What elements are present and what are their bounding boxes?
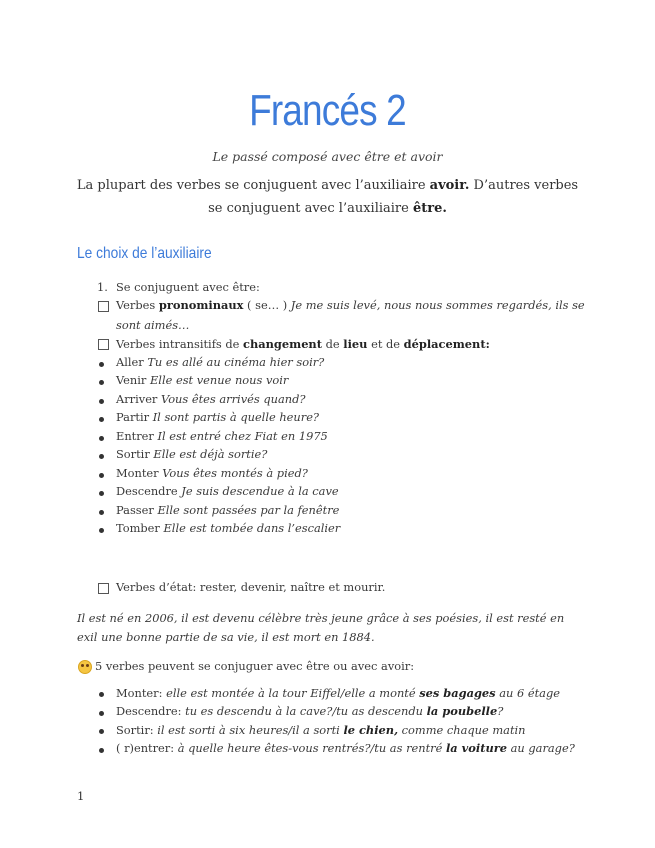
checkbox-verbes-etat[interactable]	[98, 583, 109, 594]
list-item: Sortir Elle est déjà sortie?	[116, 447, 268, 461]
checkbox-intransitifs-text: Verbes intransitifs de changement de lieu et de déplacement:	[116, 337, 490, 351]
list-item: Aller Tu es allé au cinéma hier soir?	[116, 355, 325, 369]
checkbox-verbes-etat-text: Verbes d’état: rester, devenir, naître et mourir.	[116, 580, 386, 594]
list-item: Descendre Je suis descendue à la cave	[116, 484, 339, 498]
checkbox-intransitifs[interactable]	[98, 339, 109, 350]
list-item: Descendre: tu es descendu à la cave?/tu as descendu la poubelle?	[116, 704, 504, 718]
bullet	[99, 510, 104, 515]
page-title: Francés 2	[249, 86, 406, 135]
intro-bold-avoir: avoir.	[429, 178, 470, 193]
checkbox-pronominaux-text: Verbes pronominaux ( se… ) Je me suis levé, nous nous sommes regardés, ils se	[116, 298, 585, 312]
double-aux-intro: 5 verbes peuvent se conjuguer avec être ou avec avoir:	[95, 659, 415, 673]
list-item: Partir Il sont partis à quelle heure?	[116, 410, 320, 424]
list-item: Monter Vous êtes montés à pied?	[116, 466, 308, 480]
list-item: Venir Elle est venue nous voir	[116, 373, 289, 387]
bullet	[99, 491, 104, 496]
example-paragraph: Il est né en 2006, il est devenu célèbre très jeune grâce à ses poésies, il est resté en exil une bonne partie de sa vie, il est mort en 1884.	[77, 611, 565, 644]
intro-paragraph	[70, 174, 585, 220]
intro-bold-etre: être.	[412, 201, 447, 216]
list-item: Entrer Il est entré chez Fiat en 1975	[116, 429, 328, 443]
bullet	[99, 380, 104, 385]
bullet	[99, 692, 104, 697]
bullet	[99, 748, 104, 753]
list-item: Monter: elle est montée à la tour Eiffel/elle a monté ses bagages au 6 étage	[116, 686, 560, 700]
bullet	[99, 399, 104, 404]
intro-text-2: D’autres verbes se conjuguent avec l’auxiliaire	[208, 178, 579, 216]
intro-text-1: La plupart des verbes se conjuguent avec l’auxiliaire	[76, 178, 430, 193]
bullet	[99, 729, 104, 734]
list-item: ( r)entrer: à quelle heure êtes-vous rentrés?/tu as rentré la voiture au garage?	[116, 741, 575, 755]
page-number: 1	[77, 789, 85, 803]
bullet	[99, 417, 104, 422]
list-item: Arriver Vous êtes arrivés quand?	[116, 392, 306, 406]
bullet	[99, 473, 104, 478]
checkbox-pronominaux[interactable]	[98, 301, 109, 312]
section-heading: Le choix de l’auxiliaire	[77, 245, 212, 262]
bullet	[99, 362, 104, 367]
bullet	[99, 454, 104, 459]
list-number: 1.	[97, 280, 108, 294]
astonished-face-icon	[78, 660, 92, 674]
list-item: Tomber Elle est tombée dans l’escalier	[116, 521, 341, 535]
list-item: Passer Elle sont passées par la fenêtre	[116, 503, 340, 517]
checkbox-pronominaux-text-cont: sont aimés…	[116, 318, 190, 332]
list-item: Sortir: il est sorti à six heures/il a sorti le chien, comme chaque matin	[116, 723, 526, 737]
numbered-item-text: Se conjuguent avec être:	[116, 280, 260, 294]
page-subtitle: Le passé composé avec être et avoir	[212, 149, 443, 164]
bullet	[99, 711, 104, 716]
bullet	[99, 528, 104, 533]
bullet	[99, 436, 104, 441]
